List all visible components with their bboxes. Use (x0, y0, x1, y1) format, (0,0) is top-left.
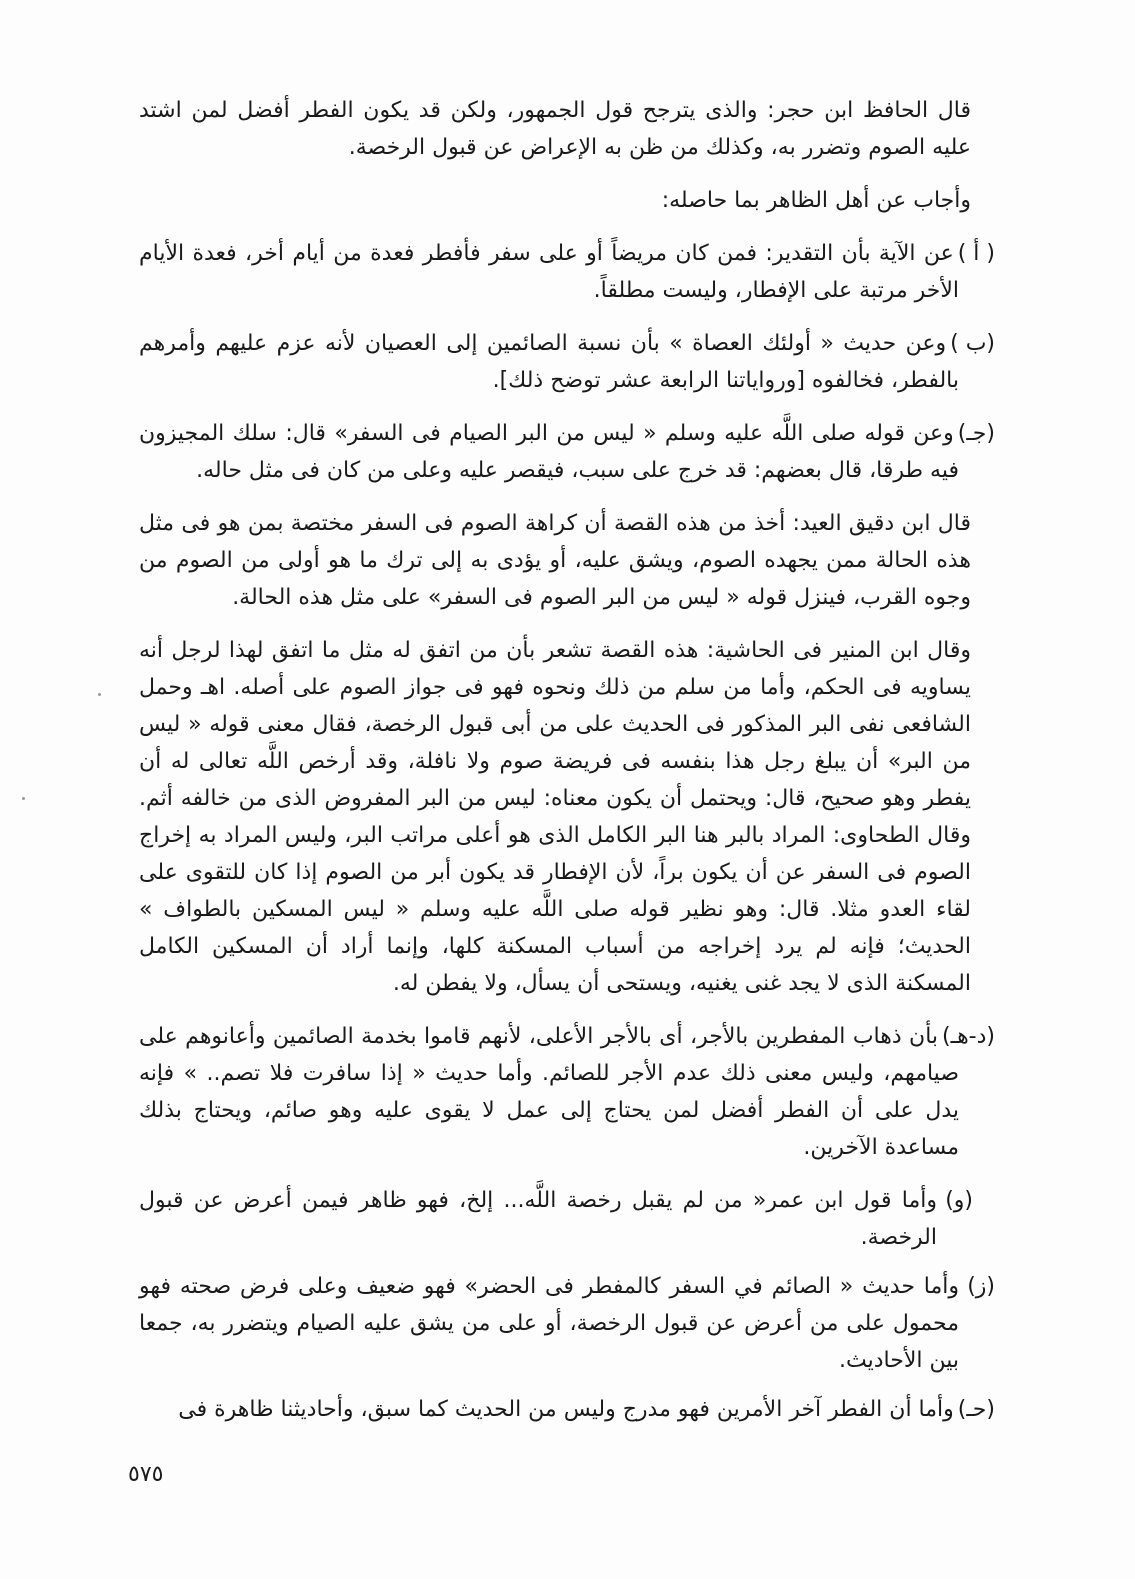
paragraph-point-c (139, 415, 995, 489)
paragraph-marker: (ز) (967, 1274, 995, 1299)
paragraph-text: عن الآية بأن التقدير: فمن كان مريضاً أو على سفر فأفطر فعدة من أيام أخر، فعدة الأيام الأخر مرتبة على الإفطار، وليست مطلقاً. (139, 241, 959, 303)
paragraph-text: وأما أن الفطر آخر الأمرين فهو مدرج وليس من الحديث كما سبق، وأحاديثنا ظاهرة فى (178, 1397, 954, 1422)
paragraph-ibn-daqiq (139, 505, 995, 616)
paragraph-reply-intro (139, 182, 995, 219)
paragraph-point-z (139, 1268, 995, 1379)
paragraph-point-w (139, 1182, 995, 1256)
paragraph-marker: (ب ) (950, 331, 995, 356)
paragraph-point-d-h (139, 1018, 995, 1166)
paragraph-text: وعن حديث « أولئك العصاة » بأن نسبة الصائمين إلى العصيان لأنه عزم عليهم وأمرهم بالفطر، فخالفوه [ورواياتنا الرابعة عشر توضح ذلك]. (139, 331, 959, 393)
paragraph-point-a (139, 235, 995, 309)
paragraph-ibn-munir (139, 632, 995, 1002)
paragraph-marker: (د-هـ) (942, 1024, 995, 1049)
scan-speck (22, 797, 25, 800)
paragraph-text: وأما قول ابن عمر« من لم يقبل رخصة اللَّه... إلخ، فهو ظاهر فيمن أعرض عن قبول الرخصة. (139, 1188, 937, 1250)
paragraph-marker: (حـ) (957, 1397, 995, 1422)
paragraph-text: قال الحافظ ابن حجر: والذى يترجح قول الجمهور، ولكن قد يكون الفطر أفضل لمن اشتد عليه الصوم وتضرر به، وكذلك من ظن به الإعراض عن قبول الرخصة. (139, 98, 971, 160)
scan-speck (98, 693, 101, 696)
paragraph-text: بأن ذهاب المفطرين بالأجر، أى بالأجر الأعلى، لأنهم قاموا بخدمة الصائمين وأعانوهم على صيامهم، وليس معنى ذلك عدم الأجر للصائم. وأما حديث « إذا سافرت فلا تصم.. » فإنه يدل على أن الفطر أفضل لمن يحتاج إلى عمل لا يقوى عليه وهو صائم، ويحتاج بذلك مساعدة الآخرين. (139, 1024, 959, 1160)
paragraph-text: وعن قوله صلى اللَّه عليه وسلم « ليس من البر الصيام فى السفر» قال: سلك المجيزون فيه طرقا، قال بعضهم: قد خرج على سبب، فيقصر عليه وعلى من كان فى مثل حاله. (139, 421, 959, 483)
page-number: ٥٧٥ (128, 1462, 164, 1487)
paragraph-point-b (139, 325, 995, 399)
document-body (139, 92, 995, 1444)
paragraph-marker: (و) (945, 1188, 973, 1213)
paragraph-marker: (جـ) (957, 421, 995, 446)
paragraph-point-h (139, 1391, 995, 1428)
paragraph-text: قال ابن دقيق العيد: أخذ من هذه القصة أن كراهة الصوم فى السفر مختصة بمن هو فى مثل هذه الحالة ممن يجهده الصوم، ويشق عليه، أو يؤدى به إلى ترك ما هو أولى من الصوم من وجوه القرب، فينزل قوله « ليس من البر الصوم فى السفر» على مثل هذه الحالة. (139, 511, 971, 610)
paragraph-text: وقال ابن المنير فى الحاشية: هذه القصة تشعر بأن من اتفق له مثل ما اتفق لهذا لرجل أنه يساويه فى الحكم، وأما من سلم من ذلك ونحوه فهو فى جواز الصوم على أصله. اهـ وحمل الشافعى نفى البر المذكور فى الحديث على من أبى قبول الرخصة، فقال معنى قوله « ليس من البر» أن يبلغ رجل هذا بنفسه فى فريضة صوم ولا نافلة، وقد أرخص اللَّه تعالى له أن يفطر وهو صحيح، قال: ويحتمل أن يكون معناه: ليس من البر المفروض الذى من خالفه أثم. وقال الطحاوى: المراد بالبر هنا البر الكامل الذى هو أعلى مراتب البر، وليس المراد به إخراج الصوم فى السفر عن أن يكون براً، لأن الإفطار قد يكون أبر من الصوم إذا كان للتقوى على لقاء العدو مثلا. قال: وهو نظير قوله صلى اللَّه عليه وسلم « ليس المسكين بالطواف » الحديث؛ فإنه لم يرد إخراجه من أسباب المسكنة كلها، وإنما أراد أن المسكين الكامل المسكنة الذى لا يجد غنى يغنيه، ويستحى أن يسأل، ولا يفطن له. (139, 638, 971, 996)
paragraph-text: وأما حديث « الصائم في السفر كالمفطر فى الحضر» فهو ضعيف وعلى فرض صحته فهو محمول على من أعرض عن قبول الرخصة، أو على من يشق عليه الصيام ويتضرر به، جمعا بين الأحاديث. (139, 1274, 959, 1373)
paragraph-ibn-hajar (139, 92, 995, 166)
paragraph-text: وأجاب عن أهل الظاهر بما حاصله: (661, 188, 971, 213)
paragraph-marker: ( أ ) (957, 241, 995, 266)
